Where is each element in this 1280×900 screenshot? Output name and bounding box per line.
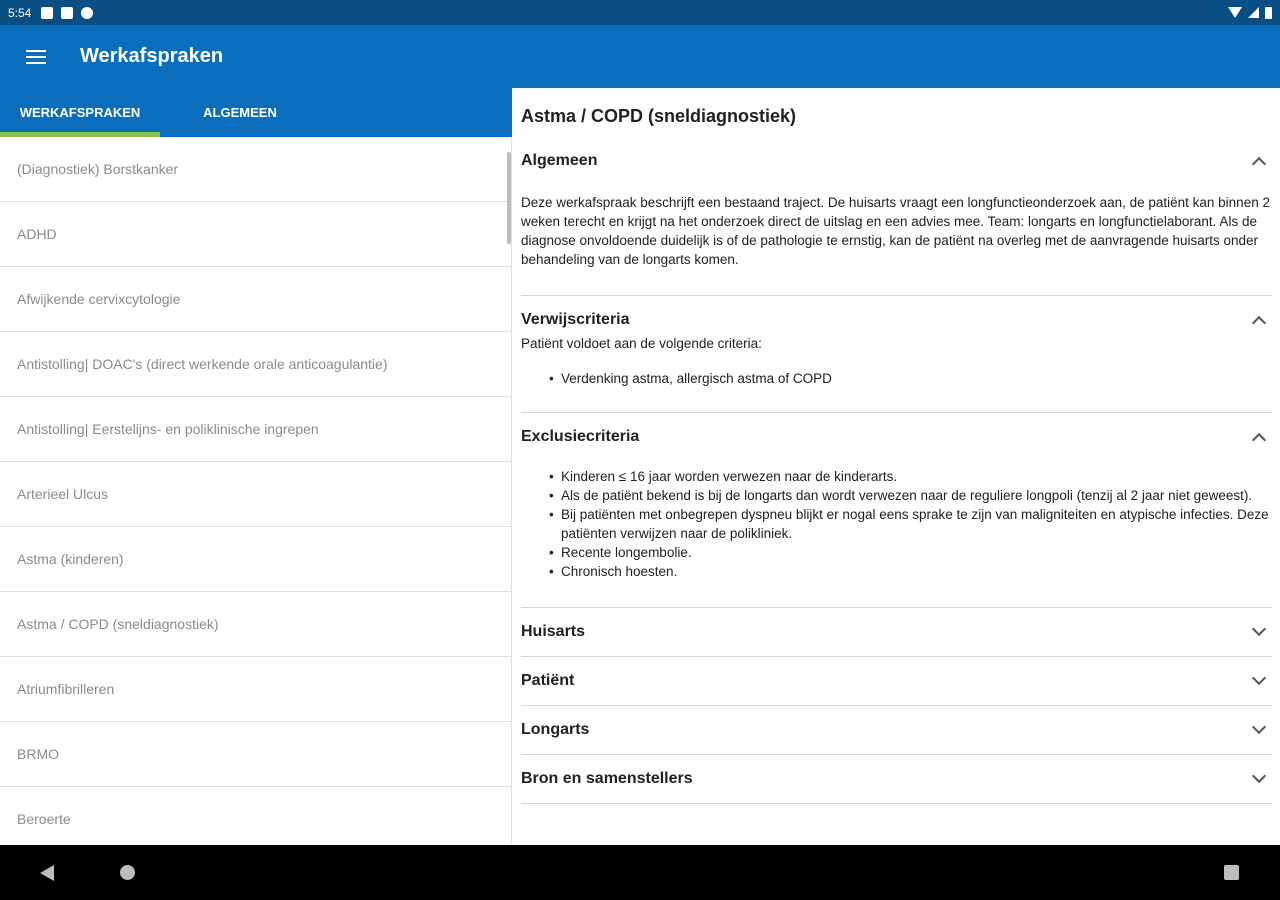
section-title: Patiënt xyxy=(521,672,575,689)
section-title: Longarts xyxy=(521,721,590,738)
list-item[interactable]: Astma / COPD (sneldiagnostiek) xyxy=(0,592,511,657)
chevron-up-icon xyxy=(1252,316,1266,330)
verwijscriteria-intro: Patiënt voldoet aan de volgende criteria: xyxy=(521,336,762,351)
hamburger-menu-icon xyxy=(26,50,46,64)
list-item: • Bij patiënten met onbegrepen dyspneu blijkt er nogal eens sprake te zijn van maligniteiten en atypische infecties. Deze patiënten verwijzen naar de polikliniek. xyxy=(549,505,1272,543)
section-header-algemeen[interactable] xyxy=(521,147,1272,175)
section-patient xyxy=(521,657,1272,706)
chevron-up-icon xyxy=(1252,157,1266,171)
list-item[interactable]: Antistolling| DOAC's (direct werkende orale anticoagulantie) xyxy=(0,332,511,397)
list-item: • Chronisch hoesten. xyxy=(549,562,1272,581)
notification-icon xyxy=(41,7,53,19)
section-title: Exclusiecriteria xyxy=(521,428,640,445)
section-title: Algemeen xyxy=(521,152,598,169)
wifi-icon xyxy=(1228,7,1242,18)
back-icon[interactable] xyxy=(40,865,54,881)
chevron-up-icon xyxy=(1252,433,1266,447)
algemeen-text: Deze werkafspraak beschrijft een bestaand traject. De huisarts vraagt een longfunctieonderzoek aan, de patiënt kan binnen 2 weken terecht en krijgt na het onderzoek direct de uitslag en een advies mee. Team: longarts en longfunctielaborant. Als de diagnose onvoldoende duidelijk is of de pathologie te ernstig, kan de patiënt na overleg met de aanvragende huisarts onder behandeling van de longarts komen. xyxy=(521,195,1270,267)
section-header-verwijscriteria[interactable] xyxy=(521,306,1272,334)
section-body xyxy=(521,467,1272,581)
list-item[interactable]: Astma (kinderen) xyxy=(0,527,511,592)
sync-icon xyxy=(81,7,93,19)
chevron-down-icon xyxy=(1252,622,1266,636)
app-title: Werkafspraken xyxy=(80,45,224,67)
section-verwijscriteria xyxy=(521,296,1272,413)
chevron-down-icon xyxy=(1252,671,1266,685)
section-title: Huisarts xyxy=(521,623,586,640)
status-right-icons xyxy=(1228,7,1272,19)
section-exclusiecriteria xyxy=(521,413,1272,608)
list-item[interactable]: Atriumfibrilleren xyxy=(0,657,511,722)
section-body xyxy=(521,193,1272,269)
section-bron xyxy=(521,755,1272,804)
storage-icon xyxy=(61,7,73,19)
detail-title: Astma / COPD (sneldiagnostiek) xyxy=(521,106,797,126)
chevron-down-icon xyxy=(1252,769,1266,783)
section-body xyxy=(521,334,1272,388)
list-item[interactable]: Beroerte xyxy=(0,787,511,845)
home-icon[interactable] xyxy=(120,865,135,880)
status-time: 5:54 xyxy=(8,5,32,20)
section-huisarts xyxy=(521,608,1272,657)
section-title: Bron en samenstellers xyxy=(521,770,693,787)
signal-icon xyxy=(1248,7,1259,18)
list-item[interactable]: BRMO xyxy=(0,722,511,787)
status-bar xyxy=(0,0,1280,25)
werkafspraken-list[interactable] xyxy=(0,137,512,845)
recent-apps-icon[interactable] xyxy=(1224,865,1239,880)
list-scrollbar[interactable] xyxy=(507,152,511,244)
section-title: Verwijscriteria xyxy=(521,311,630,328)
verwijscriteria-list xyxy=(549,369,1272,388)
list-item[interactable]: ADHD xyxy=(0,202,511,267)
list-item[interactable]: Arterieel Ulcus xyxy=(0,462,511,527)
list-item[interactable]: Antistolling| Eerstelijns- en poliklinische ingrepen xyxy=(0,397,511,462)
section-longarts xyxy=(521,706,1272,755)
app-bar xyxy=(0,25,1280,88)
tab-algemeen[interactable]: ALGEMEEN xyxy=(203,105,277,120)
list-item: • Kinderen ≤ 16 jaar worden verwezen naar de kinderarts. xyxy=(549,467,1272,486)
section-header-huisarts[interactable] xyxy=(521,618,1272,646)
section-header-longarts[interactable] xyxy=(521,716,1272,744)
list-item: • Verdenking astma, allergisch astma of COPD xyxy=(549,369,1272,388)
list-item: • Recente longembolie. xyxy=(549,543,1272,562)
list-item[interactable]: (Diagnostiek) Borstkanker xyxy=(0,137,511,202)
section-header-patient[interactable] xyxy=(521,667,1272,695)
detail-pane xyxy=(513,88,1280,845)
chevron-down-icon xyxy=(1252,720,1266,734)
section-header-bron[interactable] xyxy=(521,765,1272,793)
tab-bar xyxy=(0,88,512,137)
system-nav-bar xyxy=(0,845,1280,900)
list-item: • Als de patiënt bekend is bij de longarts dan wordt verwezen naar de reguliere longpoli (tenzij al 2 jaar niet geweest). xyxy=(549,486,1272,505)
section-algemeen xyxy=(521,147,1272,296)
list-item[interactable]: Afwijkende cervixcytologie xyxy=(0,267,511,332)
tab-werkafspraken[interactable]: WERKAFSPRAKEN xyxy=(0,88,160,137)
exclusiecriteria-list xyxy=(549,467,1272,581)
battery-icon xyxy=(1265,7,1272,19)
menu-button[interactable] xyxy=(0,25,72,88)
section-header-exclusiecriteria[interactable] xyxy=(521,423,1272,451)
